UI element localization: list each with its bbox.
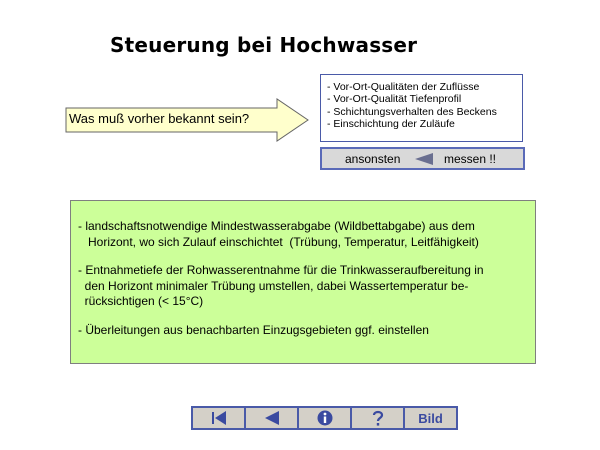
- previous-icon: [263, 410, 281, 426]
- first-page-button[interactable]: [191, 406, 246, 430]
- image-button[interactable]: [403, 406, 458, 430]
- image-button-label: Bild: [418, 410, 443, 426]
- otherwise-label: ansonsten: [345, 152, 401, 166]
- measure-item: - Entnahmetiefe der Rohwasserentnahme für die Trinkwasseraufbereitung in den Horizont minimaler Trübung umstellen, dabei Wassertemperatur be- rücksichtigen (< 15°C): [78, 263, 484, 308]
- arrow-left-icon: [414, 152, 434, 166]
- prerequisites-box: [320, 74, 523, 142]
- prerequisite-item: - Vor-Ort-Qualität Tiefenprofil: [327, 93, 462, 106]
- prerequisite-item: - Vor-Ort-Qualitäten der Zuflüsse: [327, 81, 480, 93]
- prerequisite-item: - Schichtungsverhalten des Beckens: [327, 105, 497, 118]
- info-icon: [316, 409, 334, 427]
- prerequisite-item: - Einschichtung der Zuläufe: [327, 117, 455, 130]
- help-button[interactable]: [350, 406, 405, 430]
- navigation-bar: [191, 406, 466, 430]
- first-page-icon: [210, 410, 228, 426]
- previous-button[interactable]: [244, 406, 299, 430]
- measure-bar: [320, 147, 525, 170]
- question-mark-icon: [370, 409, 386, 427]
- page-title: Steuerung bei Hochwasser: [110, 33, 418, 57]
- measure-item: - Überleitungen aus benachbarten Einzugsgebieten ggf. einstellen: [78, 322, 429, 337]
- info-button[interactable]: [297, 406, 352, 430]
- measures-box: [70, 200, 536, 364]
- measure-label: messen !!: [444, 152, 497, 166]
- measure-item: - landschaftsnotwendige Mindestwasserabgabe (Wildbettabgabe) aus dem Horizont, wo sich Zulauf einschichtet (Trübung, Temperatur, Leitfähigkeit): [78, 219, 479, 249]
- question-label: Was muß vorher bekannt sein?: [69, 111, 250, 126]
